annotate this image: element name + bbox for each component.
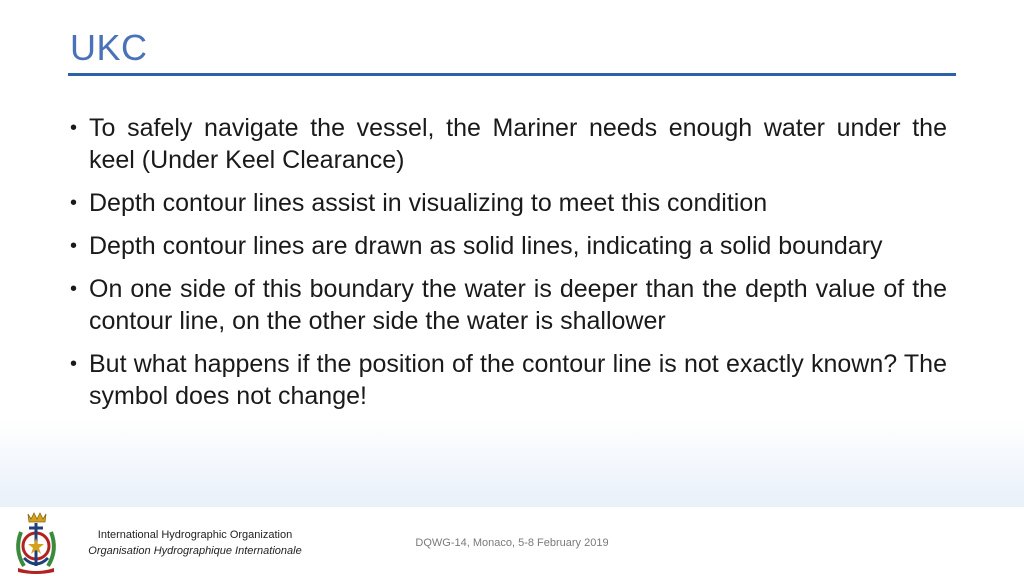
bullet-marker: • xyxy=(70,235,78,257)
bullet-text: Depth contour lines are drawn as solid lines, indicating a solid boundary xyxy=(89,232,883,260)
bullet-text: But what happens if the position of the contour line is not exactly known? The symbol does not change! xyxy=(89,350,947,410)
meeting-info: DQWG-14, Monaco, 5-8 February 2019 xyxy=(415,537,609,549)
bullet-item xyxy=(70,230,947,262)
bullet-text: On one side of this boundary the water is deeper than the depth value of the contour line, on the other side the water is shallower xyxy=(89,275,947,335)
bullet-item xyxy=(70,348,947,412)
bullet-item xyxy=(70,187,947,219)
title-underline xyxy=(68,73,956,76)
bullet-marker: • xyxy=(70,117,78,139)
iho-emblem-icon xyxy=(10,510,62,574)
bullet-marker: • xyxy=(70,353,78,375)
org-name-english: International Hydrographic Organization xyxy=(97,529,293,541)
bullet-marker: • xyxy=(70,278,78,300)
org-name-french: Organisation Hydrographique Internationale xyxy=(88,545,302,557)
bullet-item xyxy=(70,112,947,176)
bullet-text: Depth contour lines assist in visualizing to meet this condition xyxy=(89,189,768,217)
bullet-text: To safely navigate the vessel, the Mariner needs enough water under the keel (Under Keel Clearance) xyxy=(89,114,947,174)
slide-footer xyxy=(0,507,1024,576)
bullet-list xyxy=(70,112,947,423)
slide-title: UKC xyxy=(70,27,148,68)
bullet-marker: • xyxy=(70,192,78,214)
bullet-item xyxy=(70,273,947,337)
